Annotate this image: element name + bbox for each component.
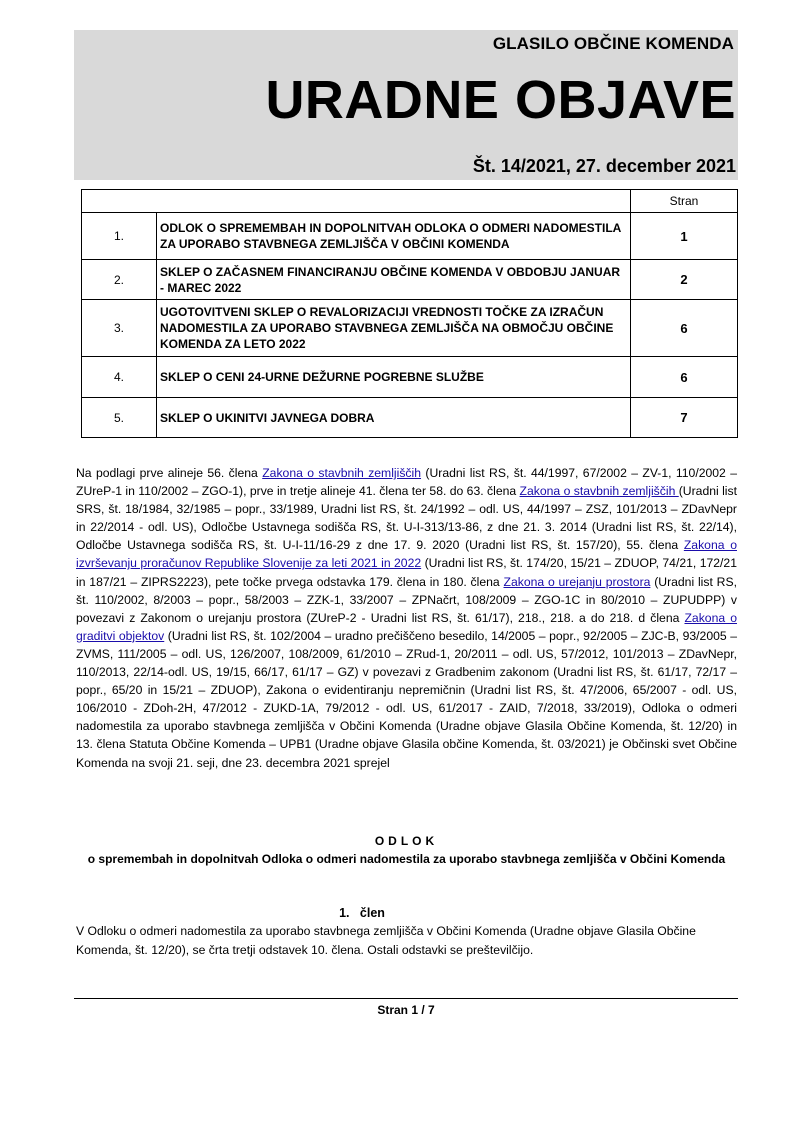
toc-row[interactable] xyxy=(82,398,738,438)
publication-title: URADNE OBJAVE xyxy=(265,70,736,130)
article-body: V Odloku o odmeri nadomestila za uporabo stavbnega zemljišča v Občini Komenda (Uradne objave Glasila Občine Komenda, št. 12/20), se črta tretji odstavek 10. člena. Ostali odstavki se preštevilčijo. xyxy=(76,924,696,957)
toc-item-title[interactable]: SKLEP O UKINITVI JAVNEGA DOBRA xyxy=(157,398,631,438)
toc-item-number: 5. xyxy=(82,398,157,438)
issue-number-date: Št. 14/2021, 27. december 2021 xyxy=(472,156,736,176)
preamble-text: (Uradni list RS, št. 110/2002, 8/2003 – popr., 58/2003 – ZZK-1, 33/2007 – ZPNačrt, 108/2009 – ZGO-1C in 80/2010 – ZUPUDPP) v povezavi z Zakonom o urejanju prostora (ZUreP-2 - Uradni list RS, št. 61/17), 218., 218. a do 218. d člena xyxy=(76,574,737,625)
toc-row[interactable] xyxy=(82,300,738,357)
toc-header-row xyxy=(82,190,738,213)
toc-item-page: 2 xyxy=(631,260,738,300)
law-link-stavbna-zemljisca-2[interactable]: Zakona o stavbnih zemljiščih xyxy=(519,484,679,499)
toc-page-column-label: Stran xyxy=(631,190,738,213)
legal-basis-paragraph xyxy=(76,464,737,772)
toc-row[interactable] xyxy=(82,213,738,260)
law-link-graditev-objektov[interactable]: Zakona o graditvi objektov xyxy=(76,610,737,643)
preamble-text: Na podlagi prve alineje 56. člena xyxy=(76,466,263,480)
toc-item-title[interactable]: ODLOK O SPREMEMBAH IN DOPOLNITVAH ODLOKA O ODMERI NADOMESTILA ZA UPORABO STAVBNEGA ZEMLJIŠČA V OBČINI KOMENDA xyxy=(157,213,631,260)
toc-item-page: 6 xyxy=(631,357,738,398)
toc-item-number: 2. xyxy=(82,260,157,300)
article-heading: 1. člen xyxy=(339,906,385,920)
toc-item-title[interactable]: SKLEP O CENI 24-URNE DEŽURNE POGREBNE SLUŽBE xyxy=(157,357,631,398)
preamble-text: (Uradni list RS, št. 102/2004 – uradno prečiščeno besedilo, 14/2005 – popr., 92/2005 – ZJC-B, 93/2005 – ZVMS, 111/2005 – odl. US, 126/2007, 108/2009, 61/2010 – ZRud-1, 20/2011 – odl. US, 57/2012, 101/2013 – ZDavNepr, 110/2013, 22/14-odl. US, 19/15, 66/17, 61/17 – GZ) v povezavi z Gradbenim zakonom (Uradni list RS, št. 61/17, 72/17 – popr., 65/20 in 15/21 – ZDUOP), Zakona o evidentiranju nepremičnin (Uradni list RS, št. 47/2006, 65/2007 - odl. US, 106/2010 - ZDoh-2H, 47/2012 - ZUKD-1A, 79/2012 - odl. US, 61/2017 - ZAID, 7/2018, 33/2019), Odloka o odmeri nadomestila za uporabo stavbnega zemljišča v Občini Komenda (Uradne objave Glasila Občine Komenda, št. 12/20) in 13. člena Statuta Občine Komenda – UPB1 (Uradne objave Glasila občine Komenda, št. 03/2021) je Občinski svet Občine Komenda na svoji 21. seji, dne 23. decembra 2021 sprejel xyxy=(76,628,737,770)
table-of-contents xyxy=(81,189,738,438)
toc-item-number: 1. xyxy=(82,213,157,260)
law-link-izvrsevanje-proracunov[interactable]: Zakona o izvrševanju proračunov Republike Slovenije za leti 2021 in 2022 xyxy=(76,538,737,571)
decree-title: ODLOK xyxy=(374,834,439,848)
toc-header-blank xyxy=(82,190,631,213)
toc-item-page: 1 xyxy=(631,213,738,260)
toc-item-number: 4. xyxy=(82,357,157,398)
toc-item-title[interactable]: UGOTOVITVENI SKLEP O REVALORIZACIJI VREDNOSTI TOČKE ZA IZRAČUN NADOMESTILA ZA UPORABO STAVBNEGA ZEMLJIŠČA NA OBMOČJU OBČINE KOMENDA ZA LETO 2022 xyxy=(157,300,631,357)
toc-item-title[interactable]: SKLEP O ZAČASNEM FINANCIRANJU OBČINE KOMENDA V OBDOBJU JANUAR - MAREC 2022 xyxy=(157,260,631,300)
page-number: Stran 1 / 7 xyxy=(377,1003,435,1017)
masthead xyxy=(74,30,738,180)
publisher-name: GLASILO OBČINE KOMENDA xyxy=(492,34,734,53)
toc-row[interactable] xyxy=(82,357,738,398)
toc-item-number: 3. xyxy=(82,300,157,357)
toc-row[interactable] xyxy=(82,260,738,300)
preamble-text: (Uradni list RS, št. 44/1997, 67/2002 – ZV-1, 110/2002 – ZUreP-1 in 110/2002 – ZGO-1), prve in tretje alineje 41. člena ter 58. do 63. člena xyxy=(76,466,737,499)
footer-divider xyxy=(74,998,738,999)
toc-item-page: 7 xyxy=(631,398,738,438)
toc-item-page: 6 xyxy=(631,300,738,357)
preamble-text: (Uradni list RS, št. 174/20, 15/21 – ZDUOP, 74/21, 172/21 in 187/21 – ZIPRS2223), pete točke prvega odstavka 179. člena in 180. člena xyxy=(76,556,737,589)
law-link-stavbna-zemljisca[interactable]: Zakona o stavbnih zemljiščih xyxy=(262,466,422,480)
law-link-urejanje-prostora[interactable]: Zakona o urejanju prostora xyxy=(503,574,651,589)
decree-subtitle: o spremembah in dopolnitvah Odloka o odmeri nadomestila za uporabo stavbnega zemljišča v Občini Komenda xyxy=(87,852,726,866)
preamble-text: (Uradni list SRS, št. 18/1984, 32/1985 – popr., 33/1989, Uradni list RS, št. 24/1992 – odl. US, 44/1997 – ZSZ, 101/2013 – ZDavNepr in 22/2014 - odl. US), Odločbe Ustavnega sodišča RS, št. U-I-313/13-86, z dne 21. 3. 2014 (Uradni list RS, št. 22/14), Odločbe Ustavnega sodišča RS, št. U-I-11/16-29 z dne 17. 9. 2020 (Uradni list RS, št. 157/20), 55. člena xyxy=(76,484,737,553)
